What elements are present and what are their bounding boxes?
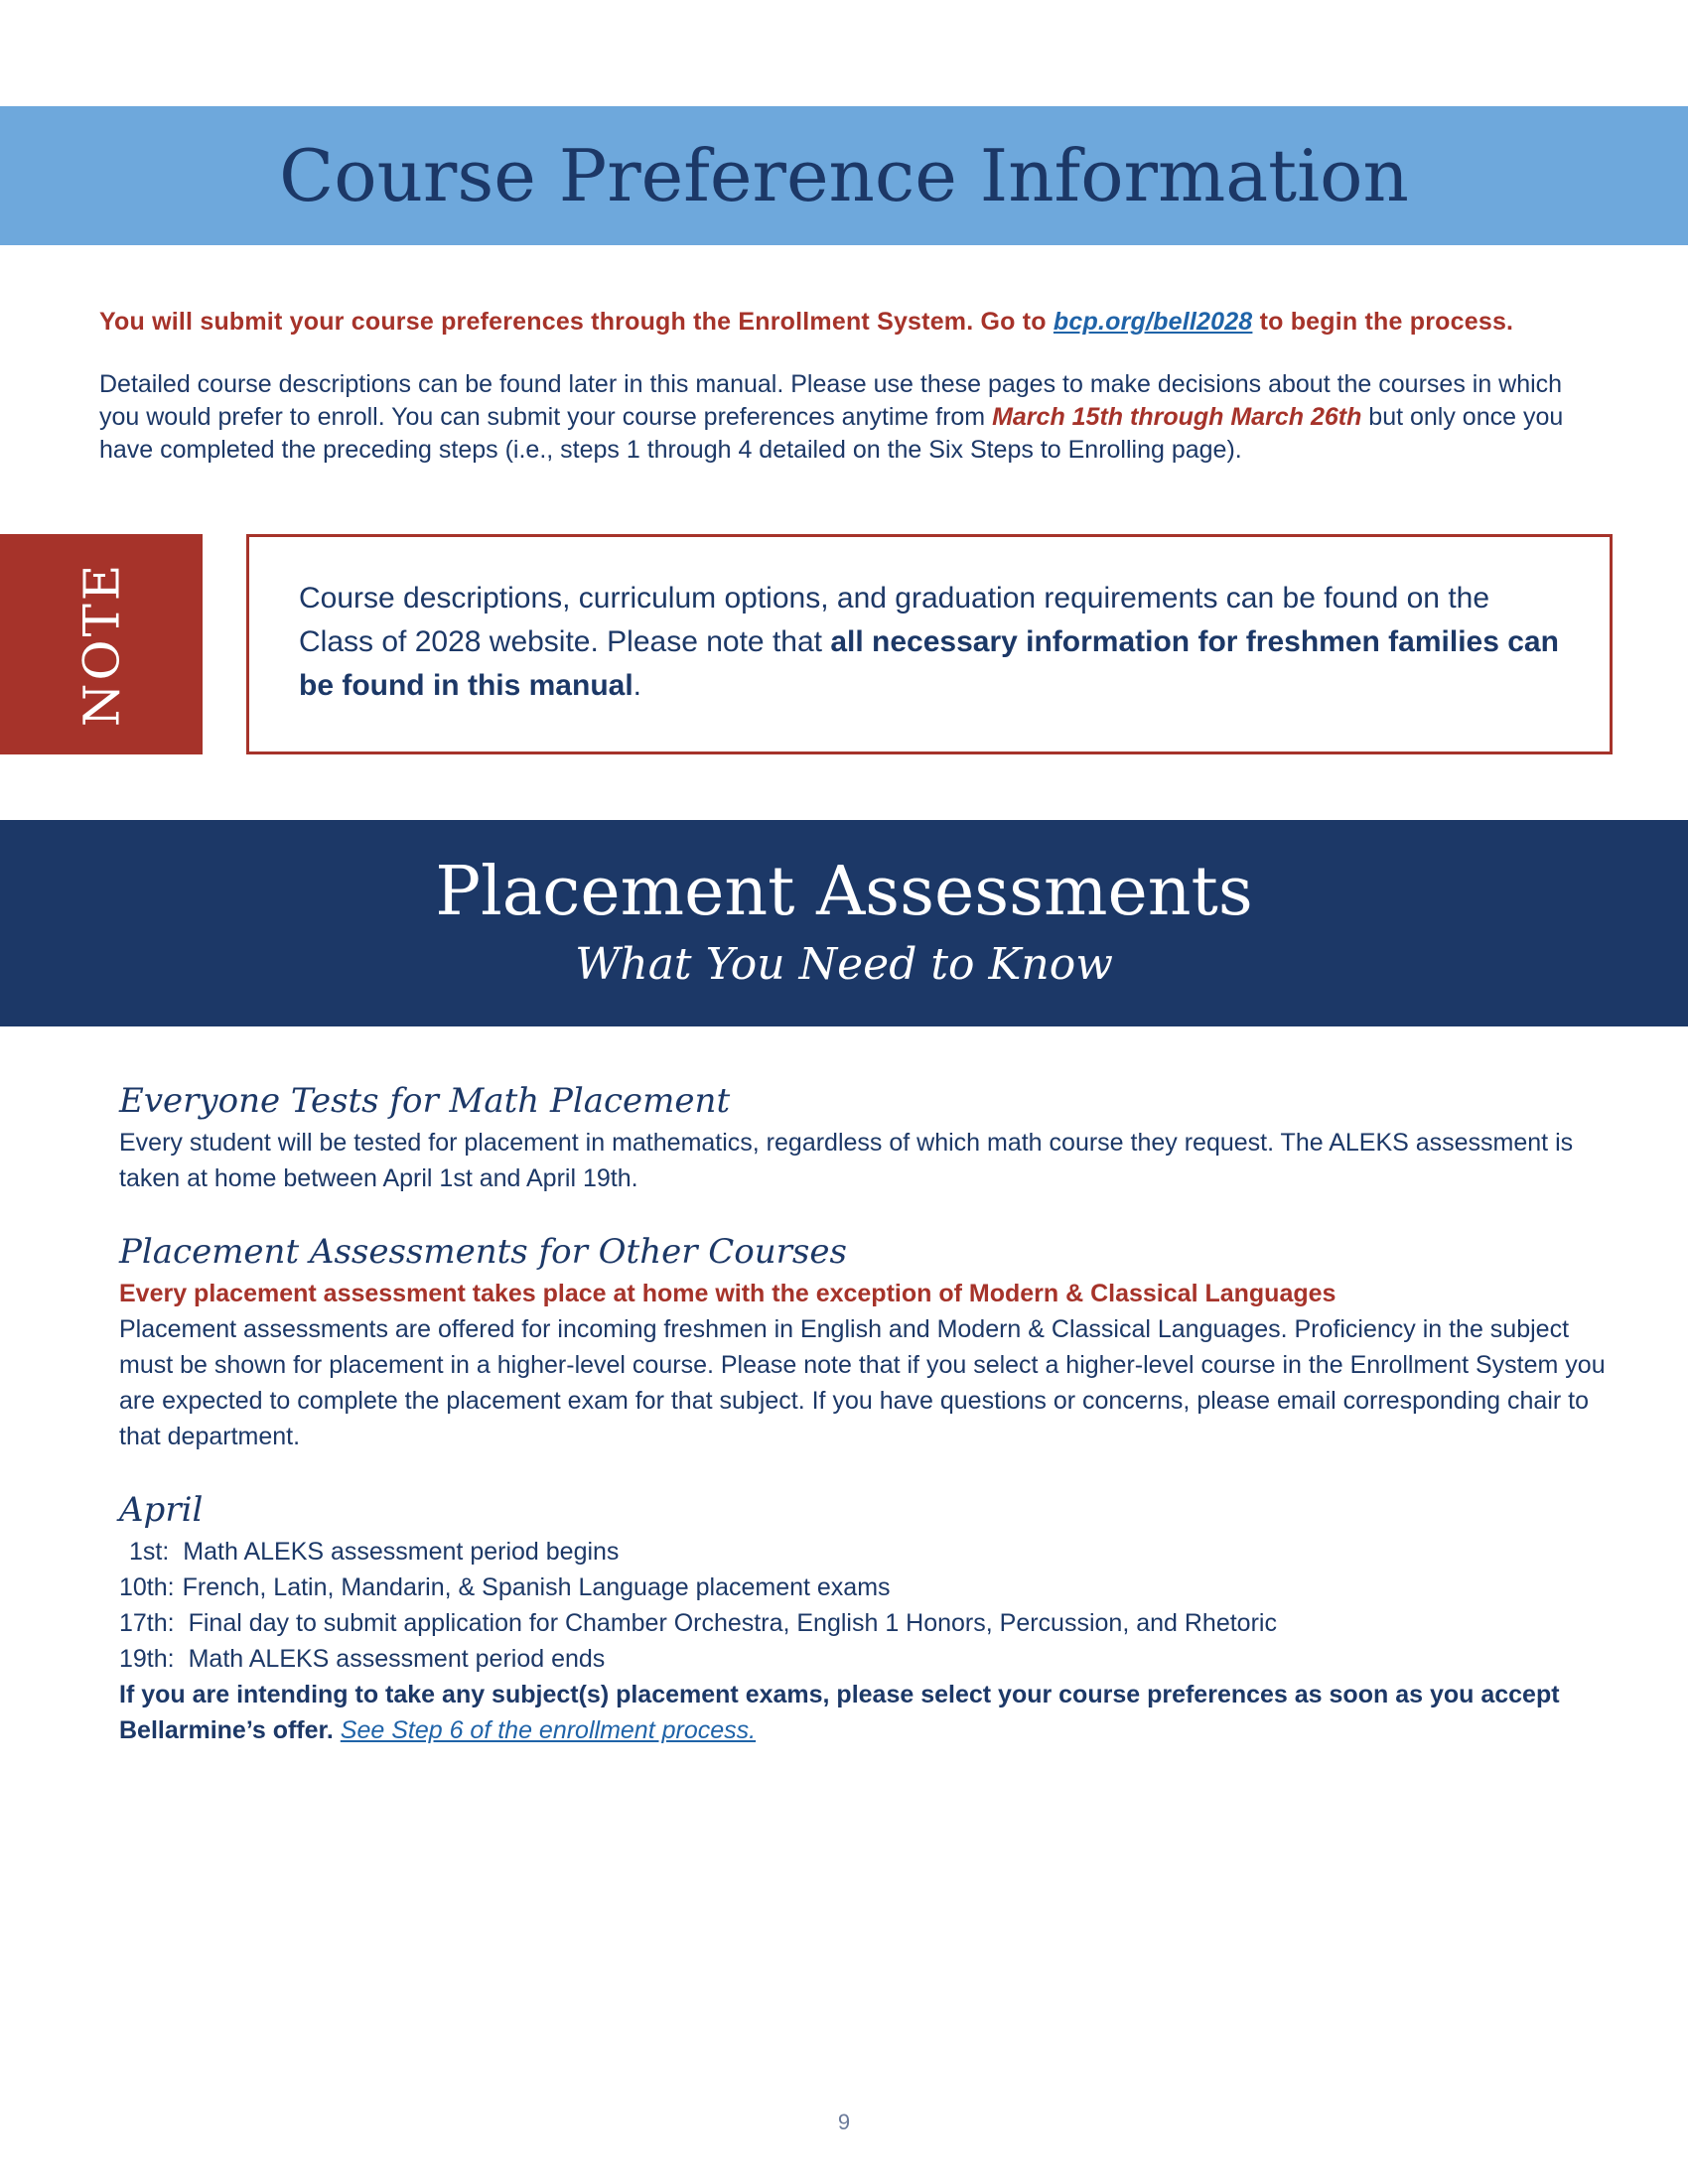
placement-call-to-action [119, 1677, 1609, 1748]
intro-section [99, 308, 1589, 467]
enrollment-instruction [99, 308, 1589, 337]
step-6-link[interactable]: See Step 6 of the enrollment process. [340, 1716, 757, 1744]
page-title: Course Preference Information [279, 134, 1409, 217]
note-text [299, 577, 1560, 708]
other-body: Placement assessments are offered for incoming freshmen in English and Modern & Classical Languages. Proficiency in the subject must be shown for placement in a higher-level course. Please note that if you select a higher-level course in the Enrollment System you are expected to complete the placement exam for that subject. If you have questions or concerns, please email corresponding chair to that department. [119, 1315, 1606, 1450]
date-text: French, Latin, Mandarin, & Spanish Language placement exams [182, 1573, 891, 1601]
math-heading: Everyone Tests for Math Placement [119, 1081, 731, 1121]
date-text: Final day to submit application for Chamber Orchestra, English 1 Honors, Percussion, and Rhetoric [188, 1609, 1277, 1637]
note-tab [0, 534, 203, 754]
april-date-item [119, 1570, 1609, 1605]
april-section [119, 1486, 1609, 1677]
date-day: 19th: [119, 1645, 175, 1673]
date-text: Math ALEKS assessment period begins [183, 1538, 620, 1566]
note-text-after: . [633, 669, 642, 702]
lead-text-after: to begin the process. [1252, 308, 1514, 336]
placement-subtitle: What You Need to Know [575, 939, 1113, 990]
cta-text: If you are intending to take any subject(s) placement exams, please select your course preferences as soon as you accept Bellarmine’s offer. [119, 1681, 1560, 1744]
para-text-before: Detailed course descriptions can be found later in this manual. Please use these pages to make decisions about the courses in which you would prefer to enroll. You can submit your course preferences anytime from [99, 370, 1563, 431]
enrollment-link[interactable]: bcp.org/bell2028 [1053, 308, 1253, 336]
course-preference-banner [0, 106, 1688, 245]
intro-paragraph [99, 368, 1589, 467]
note-text-before: Course descriptions, curriculum options, and graduation requirements can be found on the Class of 2028 website. Please note that [299, 582, 1490, 658]
lead-text-before: You will submit your course preferences through the Enrollment System. Go to [99, 308, 1054, 336]
april-date-item [119, 1641, 1609, 1677]
preference-dates: March 15th through March 26th [992, 403, 1362, 431]
april-date-item [119, 1605, 1609, 1641]
note-text-bold: all necessary information for freshmen families can be found in this manual [299, 625, 1559, 702]
para-text-after: but only once you have completed the preceding steps (i.e., steps 1 through 4 detailed on the Six Steps to Enrolling page). [99, 403, 1564, 464]
note-box [246, 534, 1613, 754]
other-courses-section [119, 1228, 1609, 1454]
april-date-item [119, 1534, 1609, 1570]
page-number: 9 [837, 2110, 851, 2134]
placement-content [119, 1077, 1609, 1748]
other-heading: Placement Assessments for Other Courses [119, 1232, 847, 1272]
april-heading: April [119, 1490, 204, 1530]
placement-banner [0, 820, 1688, 1026]
april-dates-list [119, 1534, 1609, 1677]
math-body: Every student will be tested for placement in mathematics, regardless of which math course they request. The ALEKS assessment is taken at home between April 1st and April 19th. [119, 1129, 1574, 1192]
date-day: 17th: [119, 1609, 175, 1637]
note-label: NOTE [72, 561, 130, 728]
date-day: 1st: [129, 1538, 170, 1566]
date-day: 10th: [119, 1573, 175, 1601]
math-section [119, 1077, 1609, 1196]
placement-title: Placement Assessments [435, 853, 1253, 931]
date-text: Math ALEKS assessment period ends [188, 1645, 606, 1673]
other-subheading: Every placement assessment takes place at home with the exception of Modern & Classical Languages [119, 1280, 1336, 1307]
